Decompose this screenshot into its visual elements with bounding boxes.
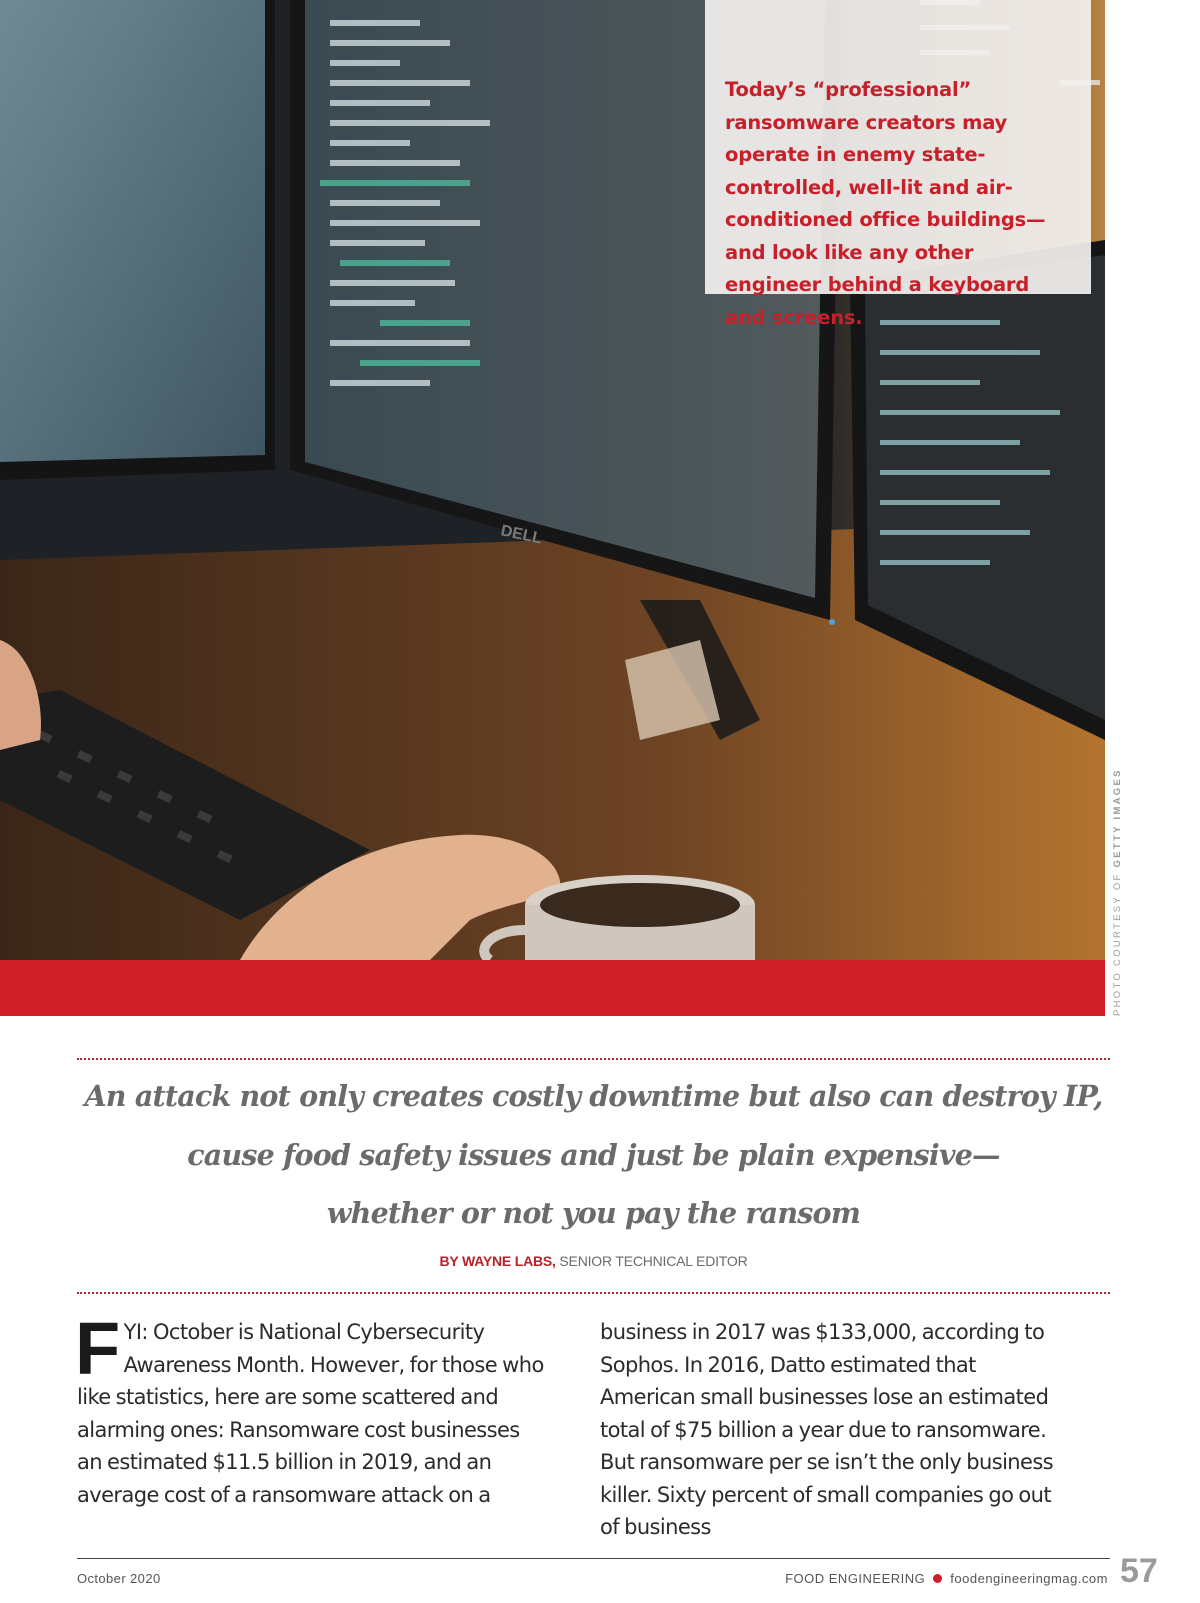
footer-magazine: FOOD ENGINEERING bbox=[785, 1571, 926, 1586]
red-accent-band bbox=[0, 960, 1105, 1016]
deck-line-2: cause food safety issues and just be plain expensive— bbox=[187, 1137, 1000, 1172]
deck-line-3: whether or not you pay the ransom bbox=[326, 1196, 861, 1230]
drop-cap: F bbox=[75, 1307, 120, 1390]
deck-line-1: An attack not only creates costly downtime but also can destroy IP, bbox=[84, 1079, 1103, 1113]
footer-website: foodengineeringmag.com bbox=[950, 1571, 1108, 1586]
body-column-2-text: business in 2017 was $133,000, according to Sophos. In 2016, Datto estimated that American small businesses lose an estimated total of $75 billion a year due to ransomware. But ransomware per se isn’t the only business killer. Sixty percent of small companies go out of business bbox=[600, 1320, 1054, 1539]
footer-rule bbox=[77, 1558, 1110, 1559]
byline-author: BY WAYNE LABS, bbox=[439, 1253, 556, 1269]
footer-publication bbox=[785, 1571, 1108, 1586]
body-column-1-text: YI: October is National Cybersecurity Awareness Month. However, for those who like statistics, here are some scattered and alarming ones: Ransomware cost businesses an estimated $11.5 billion in 2019, and an average cost of a ransomware attack on a bbox=[77, 1320, 544, 1507]
byline-title: SENIOR TECHNICAL EDITOR bbox=[555, 1253, 748, 1269]
pull-quote-box bbox=[705, 0, 1091, 329]
photo-credit-source: GETTY IMAGES bbox=[1112, 768, 1123, 868]
body-column-2 bbox=[600, 1316, 1072, 1544]
photo-credit bbox=[1112, 768, 1123, 1016]
pull-quote: Today’s “professional” ransomware creators may operate in enemy state-controlled, well-lit and air-conditioned office buildings—and look like any other engineer behind a keyboard and screens. bbox=[725, 78, 1046, 329]
bullet-icon bbox=[933, 1574, 942, 1583]
article-deck bbox=[77, 1067, 1110, 1243]
page-number: 57 bbox=[1120, 1552, 1158, 1590]
dotted-divider-bottom bbox=[77, 1292, 1110, 1294]
body-column-1 bbox=[75, 1307, 549, 1511]
dotted-divider-top bbox=[77, 1058, 1110, 1060]
byline bbox=[77, 1253, 1110, 1269]
photo-credit-prefix: PHOTO COURTESY OF bbox=[1112, 867, 1123, 1016]
monitor-logo: DELL bbox=[499, 522, 544, 548]
footer-date: October 2020 bbox=[77, 1571, 161, 1586]
